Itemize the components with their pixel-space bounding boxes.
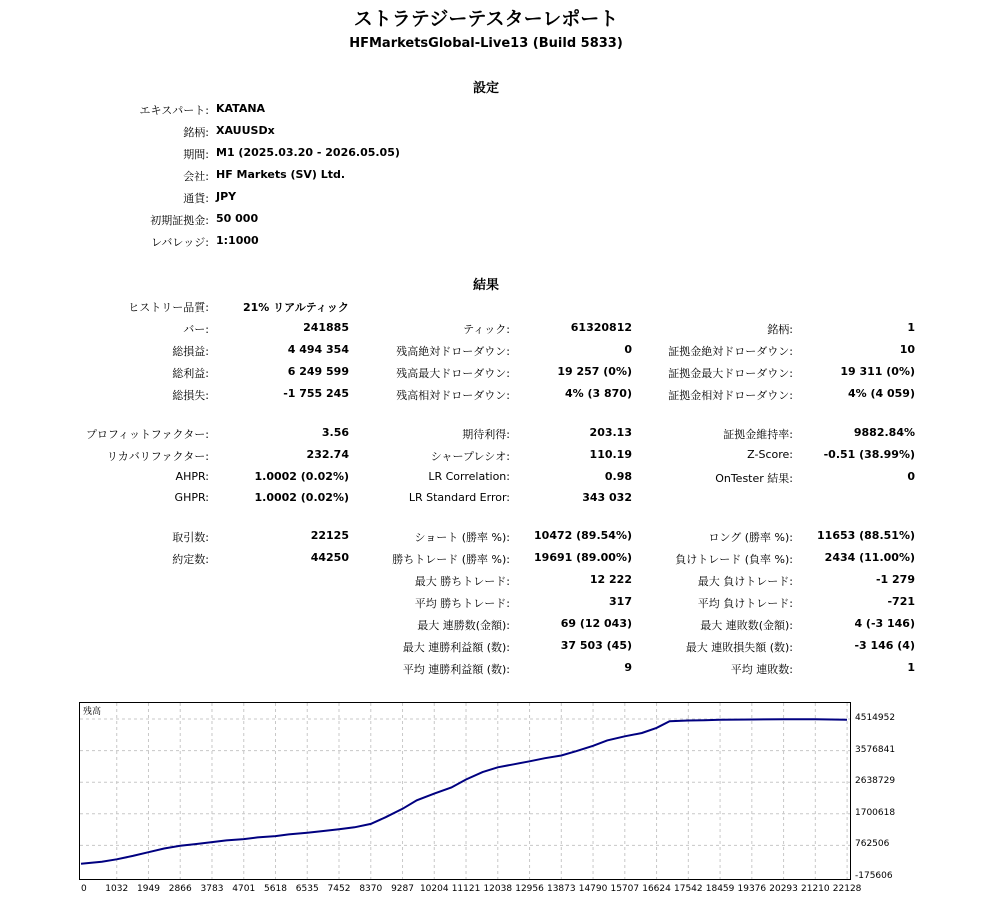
balance-chart bbox=[79, 702, 862, 894]
result-value: 2434 (11.00%) bbox=[824, 551, 915, 564]
x-tick-label: 8370 bbox=[359, 884, 383, 894]
y-tick-label: 2638729 bbox=[855, 776, 896, 787]
result-value: 44250 bbox=[310, 551, 349, 564]
x-tick-label: 22128 bbox=[832, 884, 862, 894]
result-label: バー: bbox=[183, 323, 209, 336]
result-label: プロフィットファクター: bbox=[85, 428, 209, 441]
x-tick-label: 4701 bbox=[232, 884, 256, 894]
y-tick-label: 762506 bbox=[855, 839, 890, 850]
result-label: 残高相対ドローダウン: bbox=[396, 389, 510, 402]
x-tick-label: 18459 bbox=[705, 884, 735, 894]
result-label: 平均 連敗数: bbox=[730, 663, 793, 676]
balance-chart-svg bbox=[79, 702, 862, 894]
result-value: 1 bbox=[907, 321, 915, 334]
result-label: 期待利得: bbox=[462, 428, 510, 441]
result-label: 総損失: bbox=[172, 389, 209, 402]
result-label: 総利益: bbox=[172, 367, 209, 380]
settings-value: KATANA bbox=[216, 102, 266, 115]
result-value: 22125 bbox=[310, 529, 349, 542]
result-label: 証拠金絶対ドローダウン: bbox=[668, 345, 793, 358]
result-value: 10 bbox=[899, 343, 915, 356]
x-tick-label: 13873 bbox=[546, 884, 576, 894]
settings-label: 初期証拠金: bbox=[150, 214, 209, 227]
result-label: ショート (勝率 %): bbox=[414, 531, 510, 544]
result-value: 19 257 (0%) bbox=[557, 365, 632, 378]
x-tick-label: 15707 bbox=[610, 884, 640, 894]
result-label: 平均 負けトレード: bbox=[697, 597, 793, 610]
x-tick-label: 7452 bbox=[327, 884, 351, 894]
result-label: 最大 負けトレード: bbox=[697, 575, 793, 588]
chart-title: 残高 bbox=[83, 707, 102, 717]
history-quality-label: ヒストリー品質: bbox=[128, 301, 209, 314]
result-label: GHPR: bbox=[174, 491, 209, 504]
result-value: 1.0002 (0.02%) bbox=[254, 470, 349, 483]
result-label: 最大 連勝数(金額): bbox=[417, 619, 510, 632]
result-label: 取引数: bbox=[172, 531, 209, 544]
settings-value: HF Markets (SV) Ltd. bbox=[216, 168, 346, 181]
settings-value: XAUUSDx bbox=[216, 124, 275, 137]
result-label: 残高最大ドローダウン: bbox=[396, 367, 510, 380]
result-value: 61320812 bbox=[570, 321, 632, 334]
history-quality-value: 21% リアルティック bbox=[243, 301, 349, 314]
result-value: -1 279 bbox=[875, 573, 915, 586]
result-value: 4 (-3 146) bbox=[854, 617, 915, 630]
x-tick-label: 3783 bbox=[200, 884, 224, 894]
result-value: 0.98 bbox=[604, 470, 632, 483]
result-value: 1 bbox=[907, 661, 915, 674]
result-label: 最大 勝ちトレード: bbox=[414, 575, 510, 588]
result-value: 9 bbox=[624, 661, 632, 674]
settings-label: 期間: bbox=[183, 148, 209, 161]
settings-value: M1 (2025.03.20 - 2026.05.05) bbox=[216, 146, 400, 159]
x-tick-label: 16624 bbox=[642, 884, 671, 894]
result-label: 最大 連敗損失額 (数): bbox=[685, 641, 793, 654]
result-label: Z-Score: bbox=[747, 448, 793, 461]
result-value: 6 249 599 bbox=[287, 365, 349, 378]
result-label: AHPR: bbox=[175, 470, 209, 483]
x-tick-label: 11121 bbox=[451, 884, 481, 894]
result-value: 69 (12 043) bbox=[560, 617, 632, 630]
y-tick-label: 1700618 bbox=[855, 807, 896, 818]
result-value: 4% (4 059) bbox=[847, 387, 915, 400]
result-value: 203.13 bbox=[589, 426, 632, 439]
result-label: OnTester 結果: bbox=[715, 472, 793, 485]
x-tick-label: 5618 bbox=[264, 884, 287, 894]
x-tick-label: 6535 bbox=[295, 884, 319, 894]
settings-label: 通貨: bbox=[183, 192, 209, 205]
x-tick-label: 20293 bbox=[769, 884, 798, 894]
result-label: 勝ちトレード (勝率 %): bbox=[392, 553, 510, 566]
y-tick-label: -175606 bbox=[855, 871, 893, 881]
result-label: 最大 連勝利益額 (数): bbox=[402, 641, 510, 654]
result-value: 317 bbox=[609, 595, 632, 608]
settings-value: 1:1000 bbox=[216, 234, 259, 247]
x-tick-label: 17542 bbox=[674, 884, 703, 894]
settings-label: エキスパート: bbox=[139, 104, 209, 117]
result-value: 10472 (89.54%) bbox=[534, 529, 632, 542]
result-label: 残高絶対ドローダウン: bbox=[396, 345, 510, 358]
result-value: 343 032 bbox=[582, 491, 632, 504]
result-label: 最大 連敗数(金額): bbox=[700, 619, 793, 632]
x-tick-label: 1949 bbox=[137, 884, 160, 894]
settings-heading: 設定 bbox=[472, 81, 499, 96]
result-label: LR Correlation: bbox=[428, 470, 510, 483]
x-tick-label: 9287 bbox=[391, 884, 414, 894]
result-label: 負けトレード (負率 %): bbox=[675, 553, 793, 566]
result-value: 19 311 (0%) bbox=[840, 365, 915, 378]
settings-value: JPY bbox=[216, 190, 237, 203]
result-value: 232.74 bbox=[306, 448, 349, 461]
x-tick-label: 14790 bbox=[578, 884, 608, 894]
x-tick-label: 21210 bbox=[801, 884, 830, 894]
result-value: 37 503 (45) bbox=[560, 639, 632, 652]
result-label: リカバリファクター: bbox=[106, 450, 209, 463]
report-subtitle: HFMarketsGlobal-Live13 (Build 5833) bbox=[349, 36, 623, 51]
report-title: ストラテジーテスターレポート bbox=[353, 8, 619, 30]
result-label: LR Standard Error: bbox=[408, 491, 510, 504]
result-value: 3.56 bbox=[321, 426, 349, 439]
result-label: 平均 連勝利益額 (数): bbox=[402, 663, 510, 676]
result-label: 総損益: bbox=[172, 345, 209, 358]
result-value: 11653 (88.51%) bbox=[817, 529, 915, 542]
result-value: 0 bbox=[624, 343, 632, 356]
x-tick-label: 12956 bbox=[515, 884, 544, 894]
x-tick-label: 0 bbox=[81, 884, 87, 894]
results-heading: 結果 bbox=[472, 278, 499, 293]
x-tick-label: 10204 bbox=[419, 884, 449, 894]
result-value: 110.19 bbox=[589, 448, 632, 461]
result-label: 銘柄: bbox=[767, 323, 793, 336]
result-value: -3 146 (4) bbox=[854, 639, 915, 652]
result-label: 証拠金維持率: bbox=[723, 428, 793, 441]
result-value: 1.0002 (0.02%) bbox=[254, 491, 349, 504]
y-tick-label: 4514952 bbox=[855, 713, 896, 723]
x-tick-label: 19376 bbox=[737, 884, 767, 894]
result-value: 4% (3 870) bbox=[564, 387, 632, 400]
result-value: 19691 (89.00%) bbox=[534, 551, 632, 564]
result-label: 証拠金最大ドローダウン: bbox=[668, 367, 793, 380]
result-label: ティック: bbox=[463, 323, 510, 336]
x-tick-label: 2866 bbox=[168, 884, 192, 894]
settings-label: レバレッジ: bbox=[151, 236, 209, 249]
result-value: 9882.84% bbox=[853, 426, 915, 439]
result-value: 241885 bbox=[303, 321, 349, 334]
y-tick-label: 3576841 bbox=[855, 744, 896, 755]
settings-label: 会社: bbox=[183, 170, 209, 183]
plot-frame bbox=[80, 703, 851, 880]
result-value: -1 755 245 bbox=[283, 387, 349, 400]
x-tick-label: 12038 bbox=[483, 884, 513, 894]
result-value: 4 494 354 bbox=[287, 343, 349, 356]
result-label: 約定数: bbox=[172, 553, 209, 566]
result-label: 証拠金相対ドローダウン: bbox=[668, 389, 793, 402]
settings-value: 50 000 bbox=[216, 212, 259, 225]
result-value: 0 bbox=[907, 470, 915, 483]
result-value: -0.51 (38.99%) bbox=[823, 448, 915, 461]
result-label: ロング (勝率 %): bbox=[708, 531, 793, 544]
result-value: -721 bbox=[887, 595, 915, 608]
result-label: 平均 勝ちトレード: bbox=[414, 597, 510, 610]
result-label: シャープレシオ: bbox=[430, 450, 510, 463]
result-value: 12 222 bbox=[589, 573, 632, 586]
x-tick-label: 1032 bbox=[105, 884, 129, 894]
settings-label: 銘柄: bbox=[183, 126, 209, 139]
